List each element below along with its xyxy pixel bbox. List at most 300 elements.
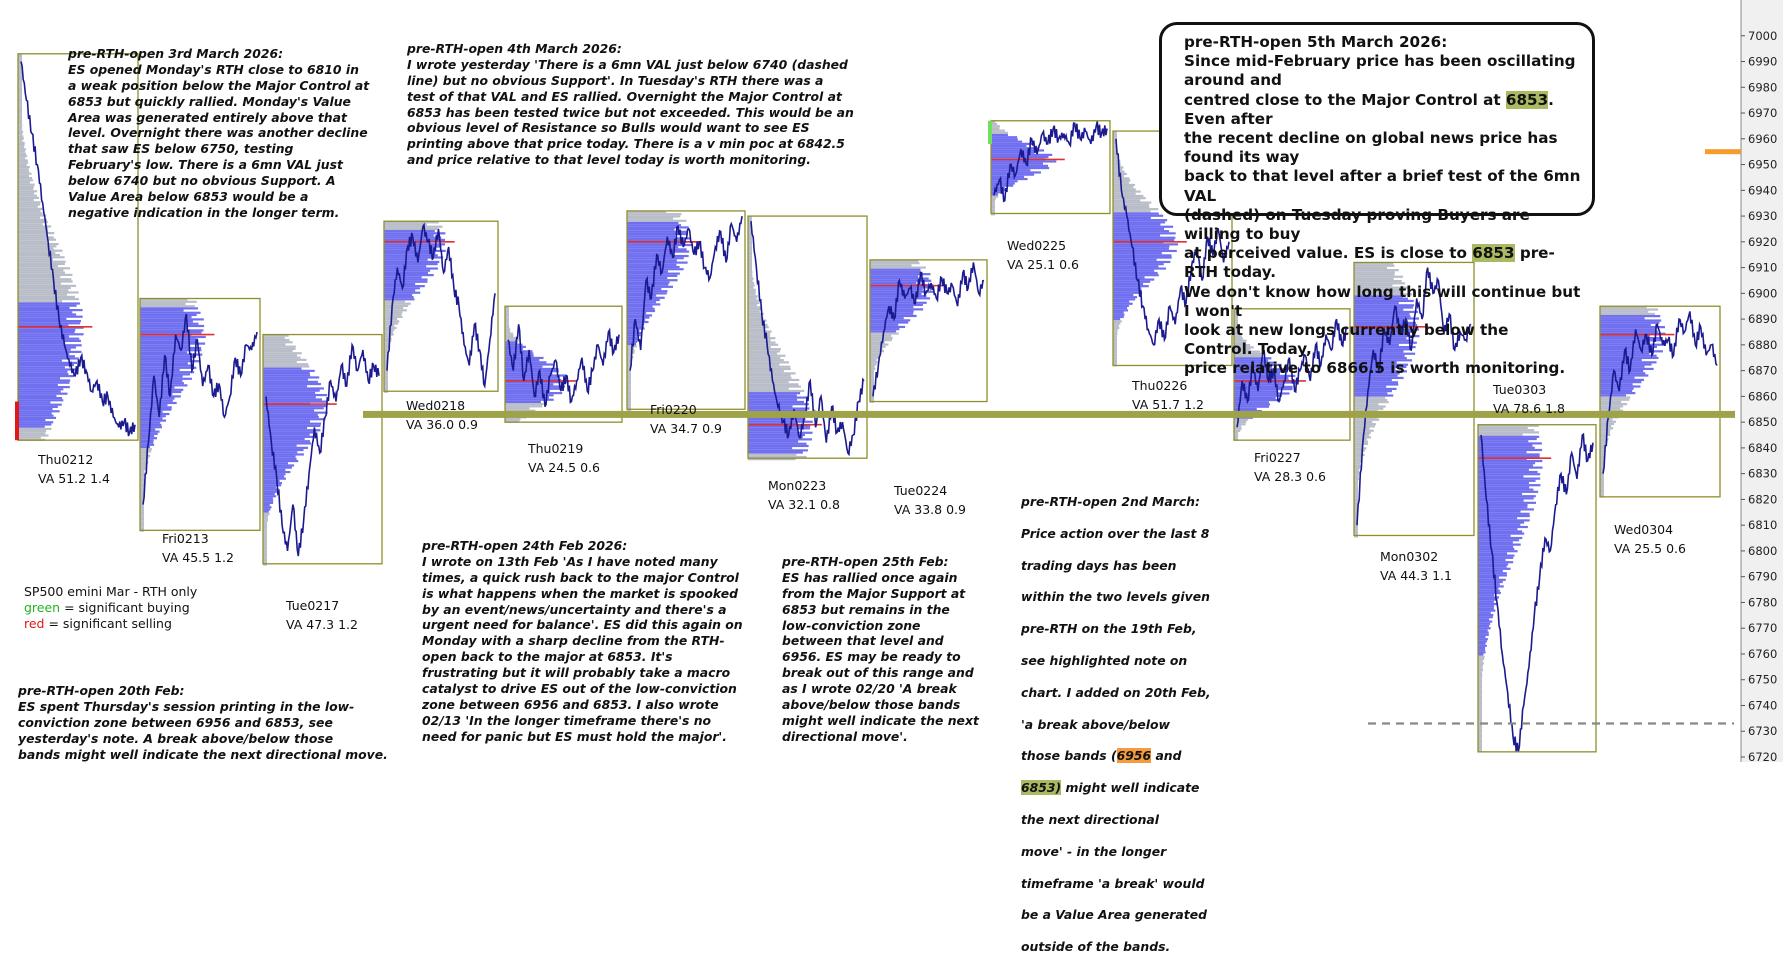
profile-bar bbox=[18, 333, 84, 335]
profile-bar bbox=[263, 511, 269, 513]
profile-bar bbox=[870, 299, 913, 301]
profile-bar bbox=[263, 423, 321, 425]
profile-bar bbox=[263, 339, 289, 341]
highlight-6853: 6853) bbox=[1021, 780, 1062, 796]
profile-bar bbox=[18, 377, 60, 379]
profile-bar bbox=[18, 243, 59, 245]
profile-bar bbox=[140, 419, 166, 421]
profile-bar bbox=[18, 245, 56, 247]
profile-bar bbox=[1113, 298, 1135, 300]
profile-bar bbox=[18, 399, 63, 401]
profile-bar bbox=[505, 330, 510, 332]
profile-bar bbox=[1478, 612, 1491, 614]
profile-bar bbox=[1354, 392, 1387, 394]
profile-bar bbox=[263, 363, 308, 365]
profile-bar bbox=[505, 401, 541, 403]
profile-bar bbox=[263, 357, 301, 359]
profile-bar bbox=[1600, 328, 1656, 330]
profile-bar bbox=[1478, 541, 1513, 543]
profile-bar bbox=[1113, 239, 1174, 241]
profile-bar bbox=[1600, 324, 1651, 326]
profile-bar bbox=[1354, 390, 1392, 392]
session-label: Mon0223 bbox=[768, 478, 827, 493]
profile-bar bbox=[1600, 330, 1658, 332]
profile-bar bbox=[1478, 623, 1490, 625]
profile-bar bbox=[627, 220, 686, 222]
profile-bar bbox=[1478, 654, 1483, 656]
profile-bar bbox=[1354, 386, 1386, 388]
profile-bar bbox=[140, 316, 192, 318]
note-heading: pre-RTH-open 20th Feb: bbox=[18, 682, 185, 698]
profile-bar bbox=[1354, 456, 1362, 458]
profile-bar bbox=[1234, 430, 1240, 432]
profile-bar bbox=[384, 263, 438, 265]
profile-bar bbox=[991, 132, 1008, 134]
legend bbox=[24, 584, 197, 632]
note-line: look at new longs currently below the Control. Today, bbox=[1184, 321, 1509, 359]
profile-bar bbox=[1478, 616, 1493, 618]
profile-bar bbox=[1113, 285, 1149, 287]
profile-bar bbox=[1113, 248, 1169, 250]
profile-bar bbox=[18, 258, 53, 260]
profile-bar bbox=[1600, 392, 1635, 394]
profile-bar bbox=[18, 289, 68, 291]
profile-bar bbox=[18, 346, 76, 348]
profile-bar bbox=[18, 164, 27, 166]
profile-bar bbox=[870, 269, 920, 271]
profile-bar bbox=[1234, 419, 1248, 421]
session-label: Tue0303 bbox=[1493, 382, 1547, 397]
profile-bar bbox=[748, 300, 758, 302]
profile-bar bbox=[748, 278, 754, 280]
profile-bar bbox=[627, 310, 655, 312]
profile-bar bbox=[384, 254, 438, 256]
profile-bar bbox=[18, 170, 29, 172]
profile-bar bbox=[18, 338, 79, 340]
profile-bar bbox=[140, 353, 202, 355]
profile-bar bbox=[263, 478, 286, 480]
profile-bar bbox=[1478, 471, 1538, 473]
legend-red bbox=[24, 616, 197, 632]
profile-bar bbox=[263, 486, 276, 488]
profile-bar bbox=[18, 384, 58, 386]
axis-tick-label: 6770 bbox=[1748, 621, 1778, 636]
profile-bar bbox=[1113, 327, 1119, 329]
profile-bar bbox=[384, 283, 415, 285]
profile-bar bbox=[748, 434, 805, 436]
profile-bar bbox=[627, 325, 644, 327]
profile-bar bbox=[384, 272, 428, 274]
legend-red-text: = significant selling bbox=[44, 616, 172, 631]
profile-bar bbox=[870, 266, 926, 268]
profile-bar bbox=[1354, 449, 1365, 451]
profile-bar bbox=[18, 232, 54, 234]
profile-bar bbox=[384, 325, 394, 327]
profile-bar bbox=[384, 226, 442, 228]
profile-bar bbox=[140, 455, 150, 457]
volume-profile bbox=[1478, 425, 1543, 753]
profile-bar bbox=[18, 146, 24, 148]
profile-bar bbox=[18, 142, 25, 144]
profile-bar bbox=[1478, 665, 1483, 667]
profile-bar bbox=[140, 325, 204, 327]
profile-bar bbox=[18, 393, 67, 395]
note-4th-march bbox=[407, 25, 877, 168]
session-va-label: VA 47.3 1.2 bbox=[286, 617, 358, 632]
profile-bar bbox=[627, 266, 680, 268]
profile-bar bbox=[1113, 219, 1167, 221]
profile-bar bbox=[870, 286, 928, 288]
profile-bar bbox=[384, 333, 394, 335]
profile-bar bbox=[1113, 204, 1149, 206]
profile-bar bbox=[384, 270, 430, 272]
profile-bar bbox=[991, 182, 1015, 184]
profile-bar bbox=[1478, 434, 1523, 436]
session-label: Fri0220 bbox=[650, 402, 697, 417]
profile-bar bbox=[1113, 195, 1143, 197]
session-Mon0223 bbox=[748, 216, 867, 460]
profile-bar bbox=[18, 230, 48, 232]
profile-bar bbox=[1478, 451, 1527, 453]
session-va-label: VA 25.5 0.6 bbox=[1614, 541, 1686, 556]
profile-bar bbox=[991, 147, 1039, 149]
profile-bar bbox=[263, 458, 297, 460]
note-line: 'a break above/below bbox=[1021, 716, 1170, 732]
profile-bar bbox=[1354, 478, 1359, 480]
profile-bar bbox=[263, 456, 296, 458]
profile-bar bbox=[1478, 625, 1489, 627]
axis-tick-label: 6880 bbox=[1748, 337, 1778, 352]
profile-bar bbox=[748, 295, 758, 297]
profile-bar bbox=[384, 307, 403, 309]
profile-bar bbox=[384, 347, 389, 349]
profile-bar bbox=[505, 372, 552, 374]
profile-bar bbox=[140, 367, 196, 369]
profile-bar bbox=[263, 425, 320, 427]
profile-bar bbox=[18, 155, 27, 157]
profile-bar bbox=[1113, 267, 1166, 269]
profile-bar bbox=[870, 326, 905, 328]
profile-bar bbox=[18, 366, 65, 368]
profile-bar bbox=[18, 360, 62, 362]
profile-bar bbox=[1478, 449, 1542, 451]
note-body: ES opened Monday's RTH close to 6810 in a weak position below the Major Control at 6853 but quickly rallied. Monday's Value Area was generated entirely above that level. Overnight there was another decline that saw ES below 6750, testing February's low. There is a 6mn VAL just below 6740 but no obvious Support. A Value Area below 6853 would be a negative indication in the longer term. bbox=[68, 61, 370, 220]
note-body: I wrote yesterday 'There is a 6mn VAL just below 6740 (dashed line) but no obvious Support'. In Tuesday's RTH there was a test of that VAL and ES rallied. Overnight the Major Control at 6853 has been tested twice but not exceeded. This would be an obvious level of Resistance so Bulls would want to see ES printing above that price today. There is a v min poc at 6842.5 and price relative to that level today is worth monitoring. bbox=[407, 56, 854, 168]
axis-tick-label: 6960 bbox=[1748, 131, 1778, 146]
profile-bar bbox=[384, 309, 407, 311]
profile-bar bbox=[263, 467, 292, 469]
profile-bar bbox=[748, 399, 797, 401]
profile-bar bbox=[384, 316, 403, 318]
profile-bar bbox=[18, 320, 81, 322]
profile-bar bbox=[991, 138, 1018, 140]
profile-bar bbox=[18, 410, 60, 412]
profile-bar bbox=[18, 234, 47, 236]
profile-bar bbox=[627, 229, 674, 231]
profile-bar bbox=[1113, 261, 1170, 263]
note-line: Price action over the last 8 bbox=[1021, 525, 1210, 541]
profile-bar bbox=[18, 329, 75, 331]
profile-bar bbox=[384, 296, 414, 298]
axis-tick-label: 6870 bbox=[1748, 363, 1778, 378]
profile-bar bbox=[748, 304, 757, 306]
session-va-label: VA 51.7 1.2 bbox=[1132, 397, 1204, 412]
legend-green-text: = significant buying bbox=[60, 600, 190, 615]
profile-bar bbox=[18, 340, 81, 342]
profile-bar bbox=[1600, 311, 1648, 313]
profile-bar bbox=[1234, 428, 1242, 430]
profile-bar bbox=[263, 500, 273, 502]
profile-bar bbox=[140, 479, 145, 481]
profile-bar bbox=[1478, 533, 1524, 535]
profile-bar bbox=[1478, 607, 1494, 609]
profile-bar bbox=[384, 294, 412, 296]
profile-bar bbox=[1113, 206, 1149, 208]
profile-bar bbox=[1113, 325, 1119, 327]
profile-bar bbox=[140, 338, 196, 340]
profile-bar bbox=[627, 226, 689, 228]
profile-bar bbox=[1113, 296, 1137, 298]
profile-bar bbox=[1113, 294, 1133, 296]
profile-bar bbox=[1113, 232, 1176, 234]
profile-bar bbox=[140, 474, 145, 476]
axis-tick-label: 6930 bbox=[1748, 209, 1778, 224]
profile-bar bbox=[140, 406, 172, 408]
profile-bar bbox=[1478, 467, 1543, 469]
profile-bar bbox=[1354, 394, 1393, 396]
profile-bar bbox=[627, 341, 637, 343]
profile-bar bbox=[1478, 669, 1483, 671]
profile-bar bbox=[1234, 381, 1298, 383]
profile-bar bbox=[18, 287, 71, 289]
note-line: the next directional bbox=[1021, 812, 1160, 828]
profile-bar bbox=[1600, 390, 1632, 392]
profile-bar bbox=[505, 335, 514, 337]
note-line: We don't know how long this will continue but I won't bbox=[1184, 282, 1581, 320]
profile-bar bbox=[505, 383, 553, 385]
profile-bar bbox=[384, 274, 434, 276]
profile-bar bbox=[1600, 348, 1654, 350]
profile-bar bbox=[18, 397, 62, 399]
profile-bar bbox=[18, 199, 34, 201]
profile-bar bbox=[505, 407, 529, 409]
axis-tick-label: 6980 bbox=[1748, 80, 1778, 95]
profile-bar bbox=[263, 475, 284, 477]
profile-bar bbox=[627, 288, 661, 290]
profile-bar bbox=[18, 419, 45, 421]
profile-bar bbox=[18, 298, 79, 300]
profile-bar bbox=[384, 252, 435, 254]
profile-bar bbox=[627, 297, 665, 299]
profile-bar bbox=[1354, 408, 1383, 410]
note-20th-feb bbox=[18, 667, 408, 762]
profile-bar bbox=[263, 418, 326, 420]
profile-bar bbox=[1478, 643, 1485, 645]
profile-bar bbox=[1478, 491, 1538, 493]
profile-bar bbox=[140, 441, 153, 443]
profile-bar bbox=[1600, 418, 1612, 420]
profile-bar bbox=[870, 359, 877, 361]
profile-bar bbox=[1478, 566, 1507, 568]
profile-bar bbox=[263, 506, 271, 508]
profile-bar bbox=[263, 493, 275, 495]
profile-bar bbox=[748, 341, 776, 343]
profile-bar bbox=[627, 314, 652, 316]
profile-bar bbox=[991, 134, 1008, 136]
profile-bar bbox=[870, 346, 886, 348]
profile-bar bbox=[505, 388, 564, 390]
profile-bar bbox=[1600, 434, 1610, 436]
profile-bar bbox=[991, 180, 1018, 182]
axis-tick-label: 6920 bbox=[1748, 234, 1778, 249]
profile-bar bbox=[18, 261, 66, 263]
profile-bar bbox=[748, 359, 784, 361]
profile-bar bbox=[263, 517, 268, 519]
profile-bar bbox=[18, 357, 79, 359]
profile-bar bbox=[748, 374, 791, 376]
session-label: Tue0217 bbox=[286, 598, 340, 613]
profile-bar bbox=[1600, 432, 1610, 434]
axis-tick-label: 6950 bbox=[1748, 157, 1778, 172]
profile-bar bbox=[1113, 168, 1122, 170]
volume-profile bbox=[991, 121, 1056, 216]
profile-bar bbox=[1478, 438, 1537, 440]
profile-bar bbox=[991, 174, 1034, 176]
profile-bar bbox=[1478, 500, 1524, 502]
profile-bar bbox=[1478, 511, 1521, 513]
profile-bar bbox=[18, 412, 52, 414]
profile-bar bbox=[1478, 469, 1529, 471]
profile-bar bbox=[140, 417, 162, 419]
profile-bar bbox=[263, 396, 316, 398]
profile-bar bbox=[627, 321, 649, 323]
profile-bar bbox=[748, 344, 778, 346]
note-line: (dashed) on Tuesday proving Buyers are willing to buy bbox=[1184, 205, 1530, 244]
profile-bar bbox=[263, 508, 270, 510]
profile-bar bbox=[18, 272, 65, 274]
profile-bar bbox=[1478, 480, 1536, 482]
profile-bar bbox=[263, 407, 324, 409]
axis-tick-label: 6730 bbox=[1748, 724, 1778, 739]
profile-bar bbox=[748, 271, 752, 273]
profile-bar bbox=[1478, 559, 1506, 561]
profile-bar bbox=[18, 364, 74, 366]
profile-bar bbox=[1354, 463, 1360, 465]
profile-bar bbox=[18, 408, 53, 410]
profile-bar bbox=[18, 379, 70, 381]
profile-bar bbox=[18, 386, 70, 388]
profile-bar bbox=[18, 382, 70, 384]
profile-bar bbox=[1113, 250, 1177, 252]
profile-bar bbox=[263, 464, 294, 466]
profile-bar bbox=[1478, 453, 1540, 455]
profile-bar bbox=[1113, 305, 1129, 307]
session-Tue0224 bbox=[870, 260, 987, 403]
profile-bar bbox=[1113, 199, 1140, 201]
note-text: might well indicate bbox=[1061, 780, 1200, 796]
profile-bar bbox=[140, 426, 162, 428]
note-5th-march bbox=[1159, 22, 1595, 378]
profile-bar bbox=[1113, 186, 1133, 188]
price-axis bbox=[1741, 0, 1783, 762]
profile-bar bbox=[18, 388, 63, 390]
profile-bar bbox=[263, 440, 310, 442]
profile-bar bbox=[1113, 223, 1160, 225]
profile-bar bbox=[870, 339, 892, 341]
note-text: and bbox=[1151, 748, 1182, 764]
profile-bar bbox=[263, 370, 315, 372]
profile-bar bbox=[263, 352, 302, 354]
profile-bar bbox=[1600, 357, 1658, 359]
profile-bar bbox=[263, 502, 273, 504]
profile-bar bbox=[1478, 493, 1522, 495]
profile-bar bbox=[1478, 429, 1534, 431]
profile-bar bbox=[263, 376, 319, 378]
session-va-label: VA 28.3 0.6 bbox=[1254, 469, 1326, 484]
profile-bar bbox=[1113, 234, 1160, 236]
profile-bar bbox=[140, 428, 155, 430]
profile-bar bbox=[1113, 184, 1135, 186]
last-price-marker bbox=[1705, 149, 1741, 154]
profile-bar bbox=[18, 296, 75, 298]
profile-bar bbox=[18, 133, 22, 135]
profile-bar bbox=[1354, 476, 1359, 478]
buying-mark bbox=[988, 121, 992, 144]
profile-bar bbox=[18, 353, 69, 355]
session-va-label: VA 24.5 0.6 bbox=[528, 460, 600, 475]
profile-bar bbox=[870, 337, 893, 339]
profile-bar bbox=[18, 184, 35, 186]
profile-bar bbox=[1478, 440, 1528, 442]
profile-bar bbox=[870, 365, 875, 367]
session-Wed0218 bbox=[384, 221, 498, 393]
profile-bar bbox=[627, 251, 689, 253]
profile-bar bbox=[870, 308, 923, 310]
profile-bar bbox=[18, 159, 28, 161]
profile-bar bbox=[263, 420, 310, 422]
profile-bar bbox=[1354, 467, 1361, 469]
profile-bar bbox=[263, 390, 320, 392]
profile-bar bbox=[1600, 399, 1629, 401]
profile-bar bbox=[263, 414, 318, 416]
profile-bar bbox=[140, 314, 197, 316]
profile-bar bbox=[1354, 441, 1368, 443]
profile-bar bbox=[1600, 374, 1648, 376]
profile-bar bbox=[870, 354, 880, 356]
profile-bar bbox=[18, 217, 40, 219]
profile-bar bbox=[140, 378, 192, 380]
profile-bar bbox=[627, 301, 656, 303]
profile-bar bbox=[384, 305, 408, 307]
session-Tue0217 bbox=[263, 335, 382, 566]
profile-bar bbox=[627, 262, 688, 264]
profile-bar bbox=[748, 454, 796, 456]
profile-bar bbox=[263, 412, 328, 414]
profile-bar bbox=[870, 332, 899, 334]
profile-bar bbox=[263, 473, 286, 475]
profile-bar bbox=[18, 426, 45, 428]
axis-tick-label: 6820 bbox=[1748, 492, 1778, 507]
profile-bar bbox=[140, 347, 201, 349]
profile-bar bbox=[384, 278, 428, 280]
profile-bar bbox=[1354, 388, 1397, 390]
profile-bar bbox=[1600, 346, 1657, 348]
profile-bar bbox=[1478, 649, 1485, 651]
profile-bar bbox=[1113, 230, 1169, 232]
profile-bar bbox=[748, 368, 791, 370]
profile-bar bbox=[748, 355, 786, 357]
profile-bar bbox=[140, 327, 187, 329]
